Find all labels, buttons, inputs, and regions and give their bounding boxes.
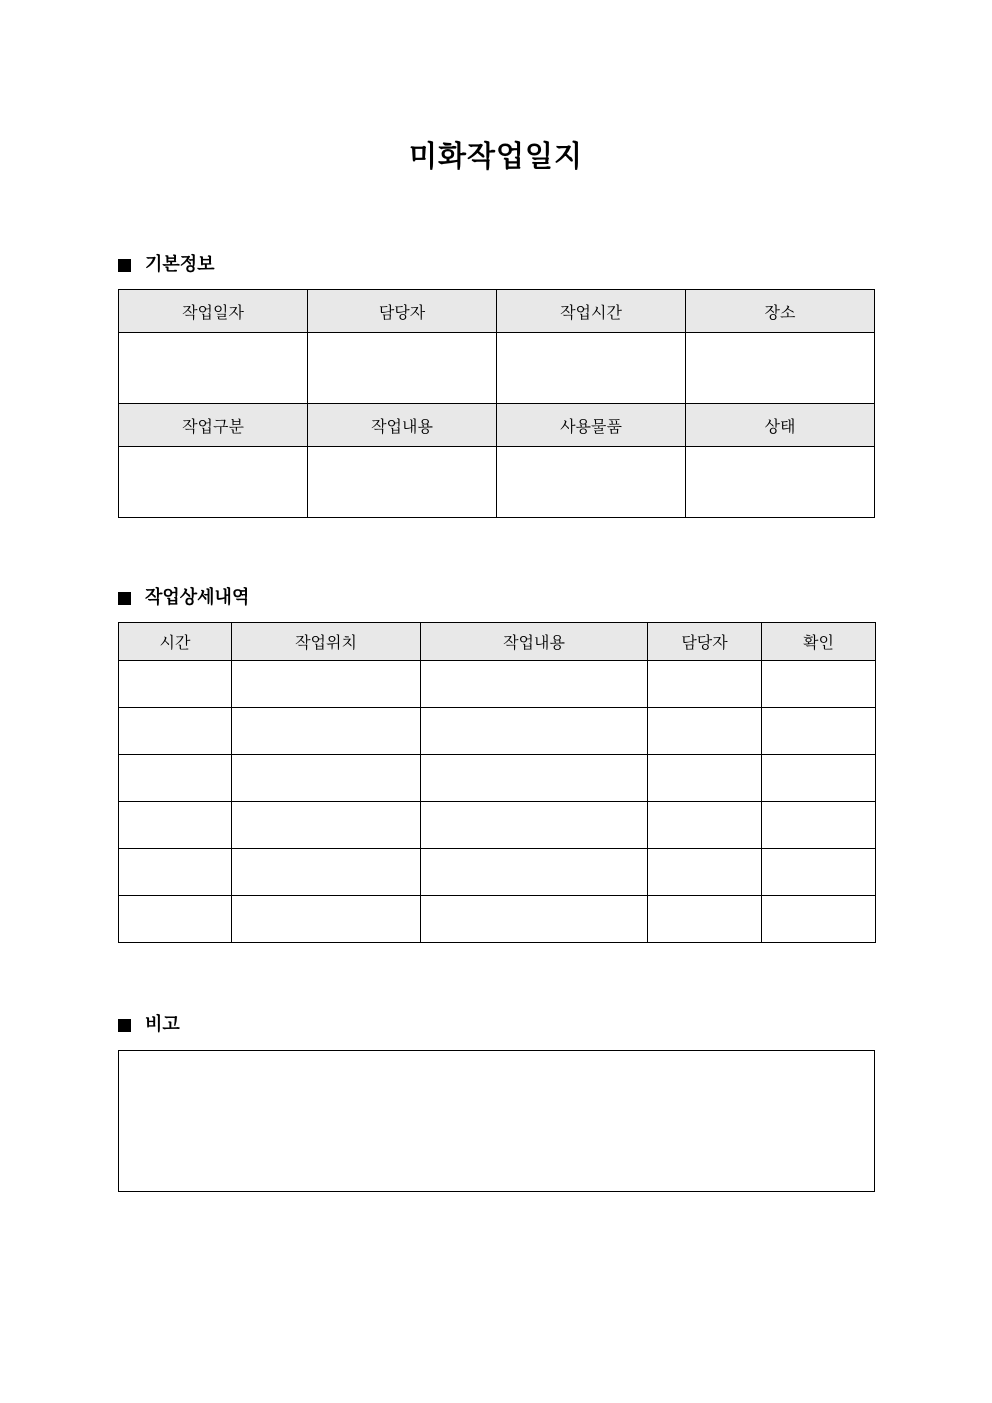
header-cell: 상태 bbox=[686, 404, 875, 447]
input-cell[interactable] bbox=[648, 755, 762, 802]
section-heading-basic bbox=[118, 253, 215, 277]
header-cell: 작업구분 bbox=[119, 404, 308, 447]
table-row bbox=[119, 896, 876, 943]
header-cell: 작업일자 bbox=[119, 290, 308, 333]
section-label: 비고 bbox=[145, 1014, 180, 1035]
input-cell[interactable] bbox=[497, 333, 686, 404]
input-cell[interactable] bbox=[232, 896, 421, 943]
table-row bbox=[119, 661, 876, 708]
input-cell[interactable] bbox=[421, 661, 648, 708]
section-label: 기본정보 bbox=[145, 254, 215, 275]
section-heading-remark bbox=[118, 1013, 180, 1037]
input-cell[interactable] bbox=[762, 755, 876, 802]
header-row bbox=[119, 290, 875, 333]
header-cell: 담당자 bbox=[308, 290, 497, 333]
section-label: 작업상세내역 bbox=[145, 587, 250, 608]
input-cell[interactable] bbox=[119, 755, 232, 802]
input-cell[interactable] bbox=[308, 447, 497, 518]
input-cell[interactable] bbox=[762, 708, 876, 755]
square-bullet-icon bbox=[118, 259, 131, 272]
input-cell[interactable] bbox=[421, 708, 648, 755]
input-cell[interactable] bbox=[232, 802, 421, 849]
input-cell[interactable] bbox=[648, 661, 762, 708]
input-cell[interactable] bbox=[686, 333, 875, 404]
input-cell[interactable] bbox=[232, 661, 421, 708]
input-cell[interactable] bbox=[119, 849, 232, 896]
input-cell[interactable] bbox=[762, 849, 876, 896]
header-row bbox=[119, 404, 875, 447]
input-cell[interactable] bbox=[648, 802, 762, 849]
header-cell: 작업시간 bbox=[497, 290, 686, 333]
header-cell: 시간 bbox=[119, 623, 232, 661]
work-detail-table bbox=[118, 622, 876, 943]
page-title: 미화작업일지 bbox=[408, 139, 584, 173]
table-row bbox=[119, 708, 876, 755]
input-row bbox=[119, 447, 875, 518]
header-cell: 작업위치 bbox=[232, 623, 421, 661]
input-cell[interactable] bbox=[421, 849, 648, 896]
header-cell: 확인 bbox=[762, 623, 876, 661]
input-cell[interactable] bbox=[119, 802, 232, 849]
input-cell[interactable] bbox=[232, 708, 421, 755]
input-cell[interactable] bbox=[648, 896, 762, 943]
remark-textarea[interactable] bbox=[118, 1050, 875, 1192]
basic-info-table bbox=[118, 289, 875, 518]
input-cell[interactable] bbox=[497, 447, 686, 518]
table-row bbox=[119, 802, 876, 849]
input-cell[interactable] bbox=[421, 755, 648, 802]
input-cell[interactable] bbox=[686, 447, 875, 518]
header-cell: 작업내용 bbox=[421, 623, 648, 661]
section-heading-detail bbox=[118, 586, 249, 610]
input-cell[interactable] bbox=[119, 661, 232, 708]
input-cell[interactable] bbox=[762, 896, 876, 943]
square-bullet-icon bbox=[118, 1019, 131, 1032]
table-row bbox=[119, 755, 876, 802]
input-cell[interactable] bbox=[308, 333, 497, 404]
input-cell[interactable] bbox=[119, 447, 308, 518]
input-cell[interactable] bbox=[119, 896, 232, 943]
input-row bbox=[119, 333, 875, 404]
input-cell[interactable] bbox=[648, 708, 762, 755]
table-row bbox=[119, 849, 876, 896]
input-cell[interactable] bbox=[762, 802, 876, 849]
input-cell[interactable] bbox=[648, 849, 762, 896]
header-cell: 장소 bbox=[686, 290, 875, 333]
input-cell[interactable] bbox=[119, 333, 308, 404]
input-cell[interactable] bbox=[119, 708, 232, 755]
input-cell[interactable] bbox=[232, 849, 421, 896]
square-bullet-icon bbox=[118, 592, 131, 605]
header-cell: 담당자 bbox=[648, 623, 762, 661]
header-cell: 사용물품 bbox=[497, 404, 686, 447]
input-cell[interactable] bbox=[232, 755, 421, 802]
input-cell[interactable] bbox=[421, 802, 648, 849]
header-cell: 작업내용 bbox=[308, 404, 497, 447]
input-cell[interactable] bbox=[762, 661, 876, 708]
input-cell[interactable] bbox=[421, 896, 648, 943]
header-row bbox=[119, 623, 876, 661]
